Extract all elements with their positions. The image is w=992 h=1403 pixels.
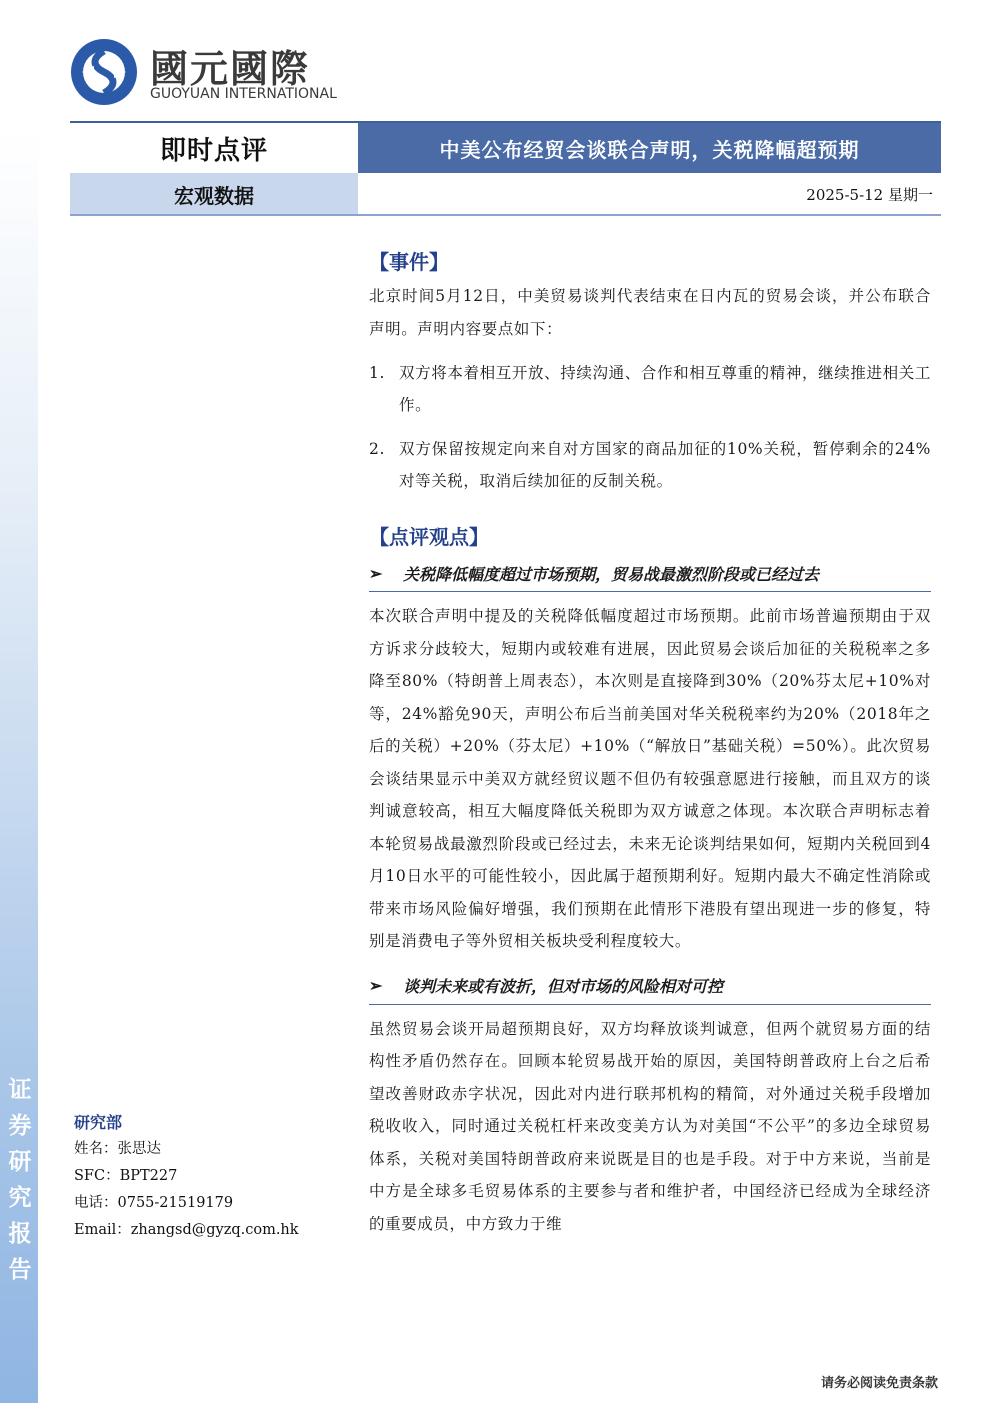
arrow-bullet-icon: ➢ [369,976,383,995]
header-bottom-rule [70,214,941,216]
comment-point-title-text: 关税降低幅度超过市场预期，贸易战最激烈阶段或已经过去 [403,564,820,584]
disclaimer-link[interactable]: 请务必阅读免责条款 [820,1376,938,1391]
main-content [369,244,931,1240]
analyst-name: 姓名：张思达 [74,1141,161,1157]
research-department [74,1110,334,1244]
comment-point-title [369,968,931,1005]
event-point-number: 1. [369,364,385,382]
analyst-sfc: SFC：BPT227 [74,1168,178,1184]
arrow-bullet-icon: ➢ [369,563,383,583]
comment-heading: 【点评观点】 [369,525,489,549]
event-heading: 【事件】 [369,250,449,274]
analyst-email[interactable]: Email：zhangsd@gyzq.com.hk [74,1222,299,1238]
event-point-text: 双方保留按规定向来自对方国家的商品加征的10%关税，暂停剩余的24%对等关税，取消后续加征的反制关税。 [399,440,931,490]
event-point [369,357,931,421]
report-title: 中美公布经贸会谈联合声明，关税降幅超预期 [358,123,941,173]
event-point [369,433,931,497]
comment-point-body: 虽然贸易会谈开局超预期良好，双方均释放谈判诚意，但两个就贸易方面的结构性矛盾仍然存在。回顾本轮贸易战开始的原因，美国特朗普政府上台之后希望改善财政赤字状况，因此对内进行联邦机构的精简，对外通过关税手段增加税收收入，同时通过关税杠杆来改变美方认为对美国“不公平”的多边全球贸易体系，关税对美国特朗普政府来说既是目的也是手段。对于中方来说，当前是中方是全球多毛贸易体系的主要参与者和维护者，中国经济已经成为全球经济的重要成员，中方致力于维 [369,1019,931,1233]
event-point-number: 2. [369,440,385,458]
comment-point-body: 本次联合声明中提及的关税降低幅度超过市场预期。此前市场普遍预期由于双方诉求分歧较大，短期内或较难有进展，因此贸易会谈后加征的关税税率之多降至80%（特朗普上周表态），本次则是直接降到30%（20%芬太尼+10%对等，24%豁免90天，声明公布后当前美国对华关税税率约为20%（2018年之后的关税）+20%（芬太尼）+10%（“解放日”基础关税）=50%）。此次贸易会谈结果显示中美双方就经贸议题不但仍有较强意愿进行接触，而且双方的谈判诚意较高，相互大幅度降低关税即为双方诚意之体现。本次联合声明标志着本轮贸易战最激烈阶段或已经过去，未来无论谈判结果如何，短期内关税回到4月10日水平的可能性较小，因此属于超预期利好。短期内最大不确定性消除或带来市场风险偏好增强，我们预期在此情形下港股有望出现进一步的修复，特别是消费电子等外贸相关板块受利程度较大。 [369,607,931,950]
vertical-report-label: 证 券 研 究 报 告 [8,1077,32,1283]
logo-name-cn: 國元國際 [150,47,311,91]
analyst-phone: 电话：0755-21519179 [74,1195,234,1211]
event-point-text: 双方将本着相互开放、持续沟通、合作和相互尊重的精神，继续推进相关工作。 [399,364,931,414]
company-logo [68,34,338,110]
report-category: 宏观数据 [70,173,358,215]
comment-point-title-text: 谈判未来或有波折，但对市场的风险相对可控 [403,977,724,996]
report-type: 即时点评 [159,135,268,166]
department-title: 研究部 [74,1113,123,1132]
comment-point-title [369,555,931,592]
event-intro: 北京时间5月12日，中美贸易谈判代表结束在日内瓦的贸易会谈，并公布联合声明。声明内容要点如下： [369,287,931,338]
logo-name-en: GUOYUAN INTERNATIONAL [150,86,337,102]
logo-emblem-icon [68,36,140,108]
report-date: 2025-5-12 星期一 [806,185,933,204]
